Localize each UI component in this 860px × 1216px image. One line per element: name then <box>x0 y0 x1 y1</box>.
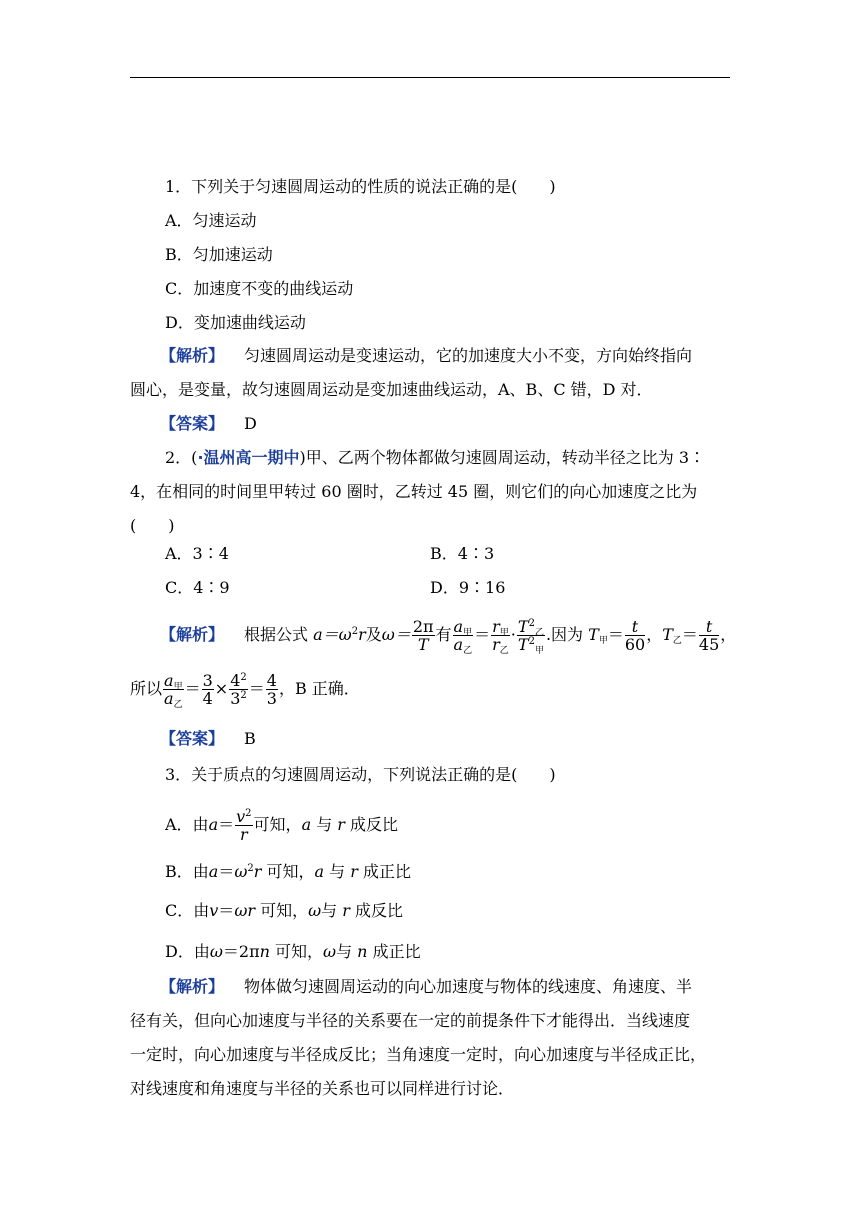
exponent: 2 <box>240 690 247 701</box>
option-text: 可知， <box>275 942 324 961</box>
q1-option-a: A．匀速运动 <box>165 211 257 230</box>
subscript: 乙 <box>672 636 682 646</box>
denominator: T <box>417 635 429 654</box>
fraction-2pi-T <box>412 618 435 653</box>
exponent: 2 <box>528 618 535 629</box>
fraction-42-32 <box>229 672 248 707</box>
q1-analysis-line2: 圆心，是变量，故匀速圆周运动是变加速曲线运动，A、B、C 错，D 对． <box>130 380 653 399</box>
numerator: a <box>453 617 464 636</box>
fraction-v2-r: $\frac{v^2}{r}$ <box>236 807 252 844</box>
q1-analysis-line1 <box>160 346 692 366</box>
option-text: 成反比 <box>350 815 399 834</box>
formula-T: T <box>588 625 599 644</box>
exponent: 2 <box>351 626 359 637</box>
q1-option-c: C．加速度不变的曲线运动 <box>165 279 354 298</box>
q2-number: 2．( <box>165 448 198 467</box>
q2-analysis-line1 <box>160 617 737 656</box>
fraction-3-4 <box>202 672 214 707</box>
denominator: 45 <box>698 635 720 654</box>
q3-option-b: B．由$a=\omega^2r$ 可知，a 与 r 成正比 <box>165 862 412 881</box>
text-yinwei: .因为 <box>545 625 584 644</box>
q1-option-b: B．匀加速运动 <box>165 245 273 264</box>
q2-stem-line3: ( ) <box>130 516 175 535</box>
answer-value: D <box>244 414 257 433</box>
q2-stem-line2: 4，在相同的时间里甲转过 60 圈时，乙转过 45 圈，则它们的向心加速度之比为 <box>130 482 698 501</box>
q1-option-d: D．变加速曲线运动 <box>165 313 306 332</box>
subscript: 甲 <box>499 628 509 638</box>
q3-option-a: A．由a＝ $\frac{v^2}{r}$ 可知，a 与 r 成反比 <box>165 807 399 844</box>
numerator: T <box>517 617 529 636</box>
option-label: C．由 <box>165 901 210 920</box>
fraction-a-ratio <box>163 671 184 710</box>
denominator: T <box>517 635 529 654</box>
exponent: 2 <box>528 636 535 647</box>
analysis-text: 匀速圆周运动是变速运动，它的加速度大小不变，方向始终指向 <box>244 346 693 365</box>
q2-option-d: D．9∶16 <box>430 578 506 597</box>
formula-omega: ω＝ <box>381 625 411 644</box>
q1-answer <box>160 414 257 434</box>
fraction-4-3 <box>266 672 278 707</box>
exponent: 2 <box>240 672 247 683</box>
fraction-r-ratio <box>491 617 510 656</box>
option-label: B．由 <box>165 862 209 881</box>
option-text: 成正比 <box>372 942 421 961</box>
subscript: 甲 <box>463 628 473 638</box>
denominator: 3 <box>230 689 241 708</box>
option-text: 可知， <box>253 815 302 834</box>
equals: ＝ <box>248 679 265 698</box>
analysis-tag: 【解析】 <box>160 977 225 996</box>
option-label: A．由 <box>165 815 209 834</box>
fraction-T-ratio <box>517 617 545 656</box>
q2-option-a: A．3∶4 <box>165 544 229 563</box>
fraction-t-45 <box>699 618 719 653</box>
answer-tag: 【答案】 <box>160 729 225 748</box>
equals: ＝ <box>474 625 491 644</box>
denominator: a <box>164 689 174 708</box>
numerator: 4 <box>230 671 241 690</box>
dot: · <box>510 625 516 644</box>
equals: ＝ <box>681 625 698 644</box>
subscript: 甲 <box>173 682 183 692</box>
formula-a-omega: a＝ω <box>313 625 352 644</box>
numerator: t <box>631 617 639 636</box>
q2-stem-line1 <box>165 448 705 468</box>
answer-value: B <box>244 729 256 748</box>
text-ji: 及 <box>365 625 382 644</box>
analysis-tag: 【解析】 <box>160 346 225 365</box>
q2-analysis-line2 <box>130 671 360 710</box>
numerator: r <box>492 617 500 636</box>
q3-analysis-line1 <box>160 977 692 997</box>
q2-answer <box>160 729 256 749</box>
numerator: t <box>705 617 713 636</box>
comma: ， <box>646 625 663 644</box>
equals: ＝ <box>184 679 201 698</box>
option-label: D．由 <box>165 942 210 961</box>
denominator: a <box>453 635 464 654</box>
numerator: 4 <box>266 671 277 690</box>
text-you: 有 <box>435 625 452 644</box>
denominator: 60 <box>624 635 646 654</box>
option-text: 成反比 <box>355 901 404 920</box>
q2-option-b: B．4∶3 <box>430 544 495 563</box>
answer-tag: 【答案】 <box>160 414 225 433</box>
header-rule <box>130 77 730 78</box>
comma: ， <box>720 625 737 644</box>
subscript: 乙 <box>173 700 183 710</box>
denominator: r <box>492 635 500 654</box>
denominator: 3 <box>266 689 277 708</box>
q1-stem: 1．下列关于匀速圆周运动的性质的说法正确的是( ) <box>165 177 556 196</box>
q3-analysis-line2: 径有关，但向心加速度与半径的关系要在一定的前提条件下才能得出．当线速度 <box>130 1011 691 1030</box>
q2-stem-text: )甲、乙两个物体都做匀速圆周运动，转动半径之比为 3∶ <box>299 448 706 467</box>
numerator: a <box>164 671 174 690</box>
analysis-text: 根据公式 <box>244 625 309 644</box>
subscript: 甲 <box>534 646 544 656</box>
formula-T: T <box>662 625 673 644</box>
times: × <box>214 679 229 698</box>
option-text: 可知， <box>266 862 315 881</box>
q3-option-c: C．由v＝ωr 可知，ω与 r 成反比 <box>165 901 404 920</box>
numerator: 2π <box>412 617 434 636</box>
conclusion: ，B 正确． <box>278 679 360 698</box>
option-text: 可知， <box>260 901 309 920</box>
denominator: 4 <box>202 689 213 708</box>
fraction-t-60 <box>625 618 645 653</box>
analysis-tag: 【解析】 <box>160 625 225 644</box>
q3-option-d: D．由ω＝2πn 可知，ω与 n 成正比 <box>165 942 421 961</box>
subscript: 甲 <box>598 636 608 646</box>
subscript: 乙 <box>463 646 473 656</box>
q3-analysis-line4: 对线速度和角速度与半径的关系也可以同样进行讨论． <box>130 1079 515 1098</box>
formula-r: r <box>358 625 366 644</box>
analysis-text: 物体做匀速圆周运动的向心加速度与物体的线速度、角速度、半 <box>244 977 693 996</box>
numerator: 3 <box>202 671 213 690</box>
option-text: 成正比 <box>363 862 412 881</box>
equals: ＝ <box>607 625 624 644</box>
subscript: 乙 <box>534 628 544 638</box>
q2-source: ·温州高一期中 <box>197 448 300 467</box>
q2-option-c: C．4∶9 <box>165 578 230 597</box>
subscript: 乙 <box>499 646 509 656</box>
fraction-a-ratio <box>453 617 474 656</box>
q3-stem: 3．关于质点的匀速圆周运动，下列说法正确的是( ) <box>165 765 556 784</box>
text-suoyi: 所以 <box>130 679 163 698</box>
q3-analysis-line3: 一定时，向心加速度与半径成反比；当角速度一定时，向心加速度与半径成正比， <box>130 1045 707 1064</box>
